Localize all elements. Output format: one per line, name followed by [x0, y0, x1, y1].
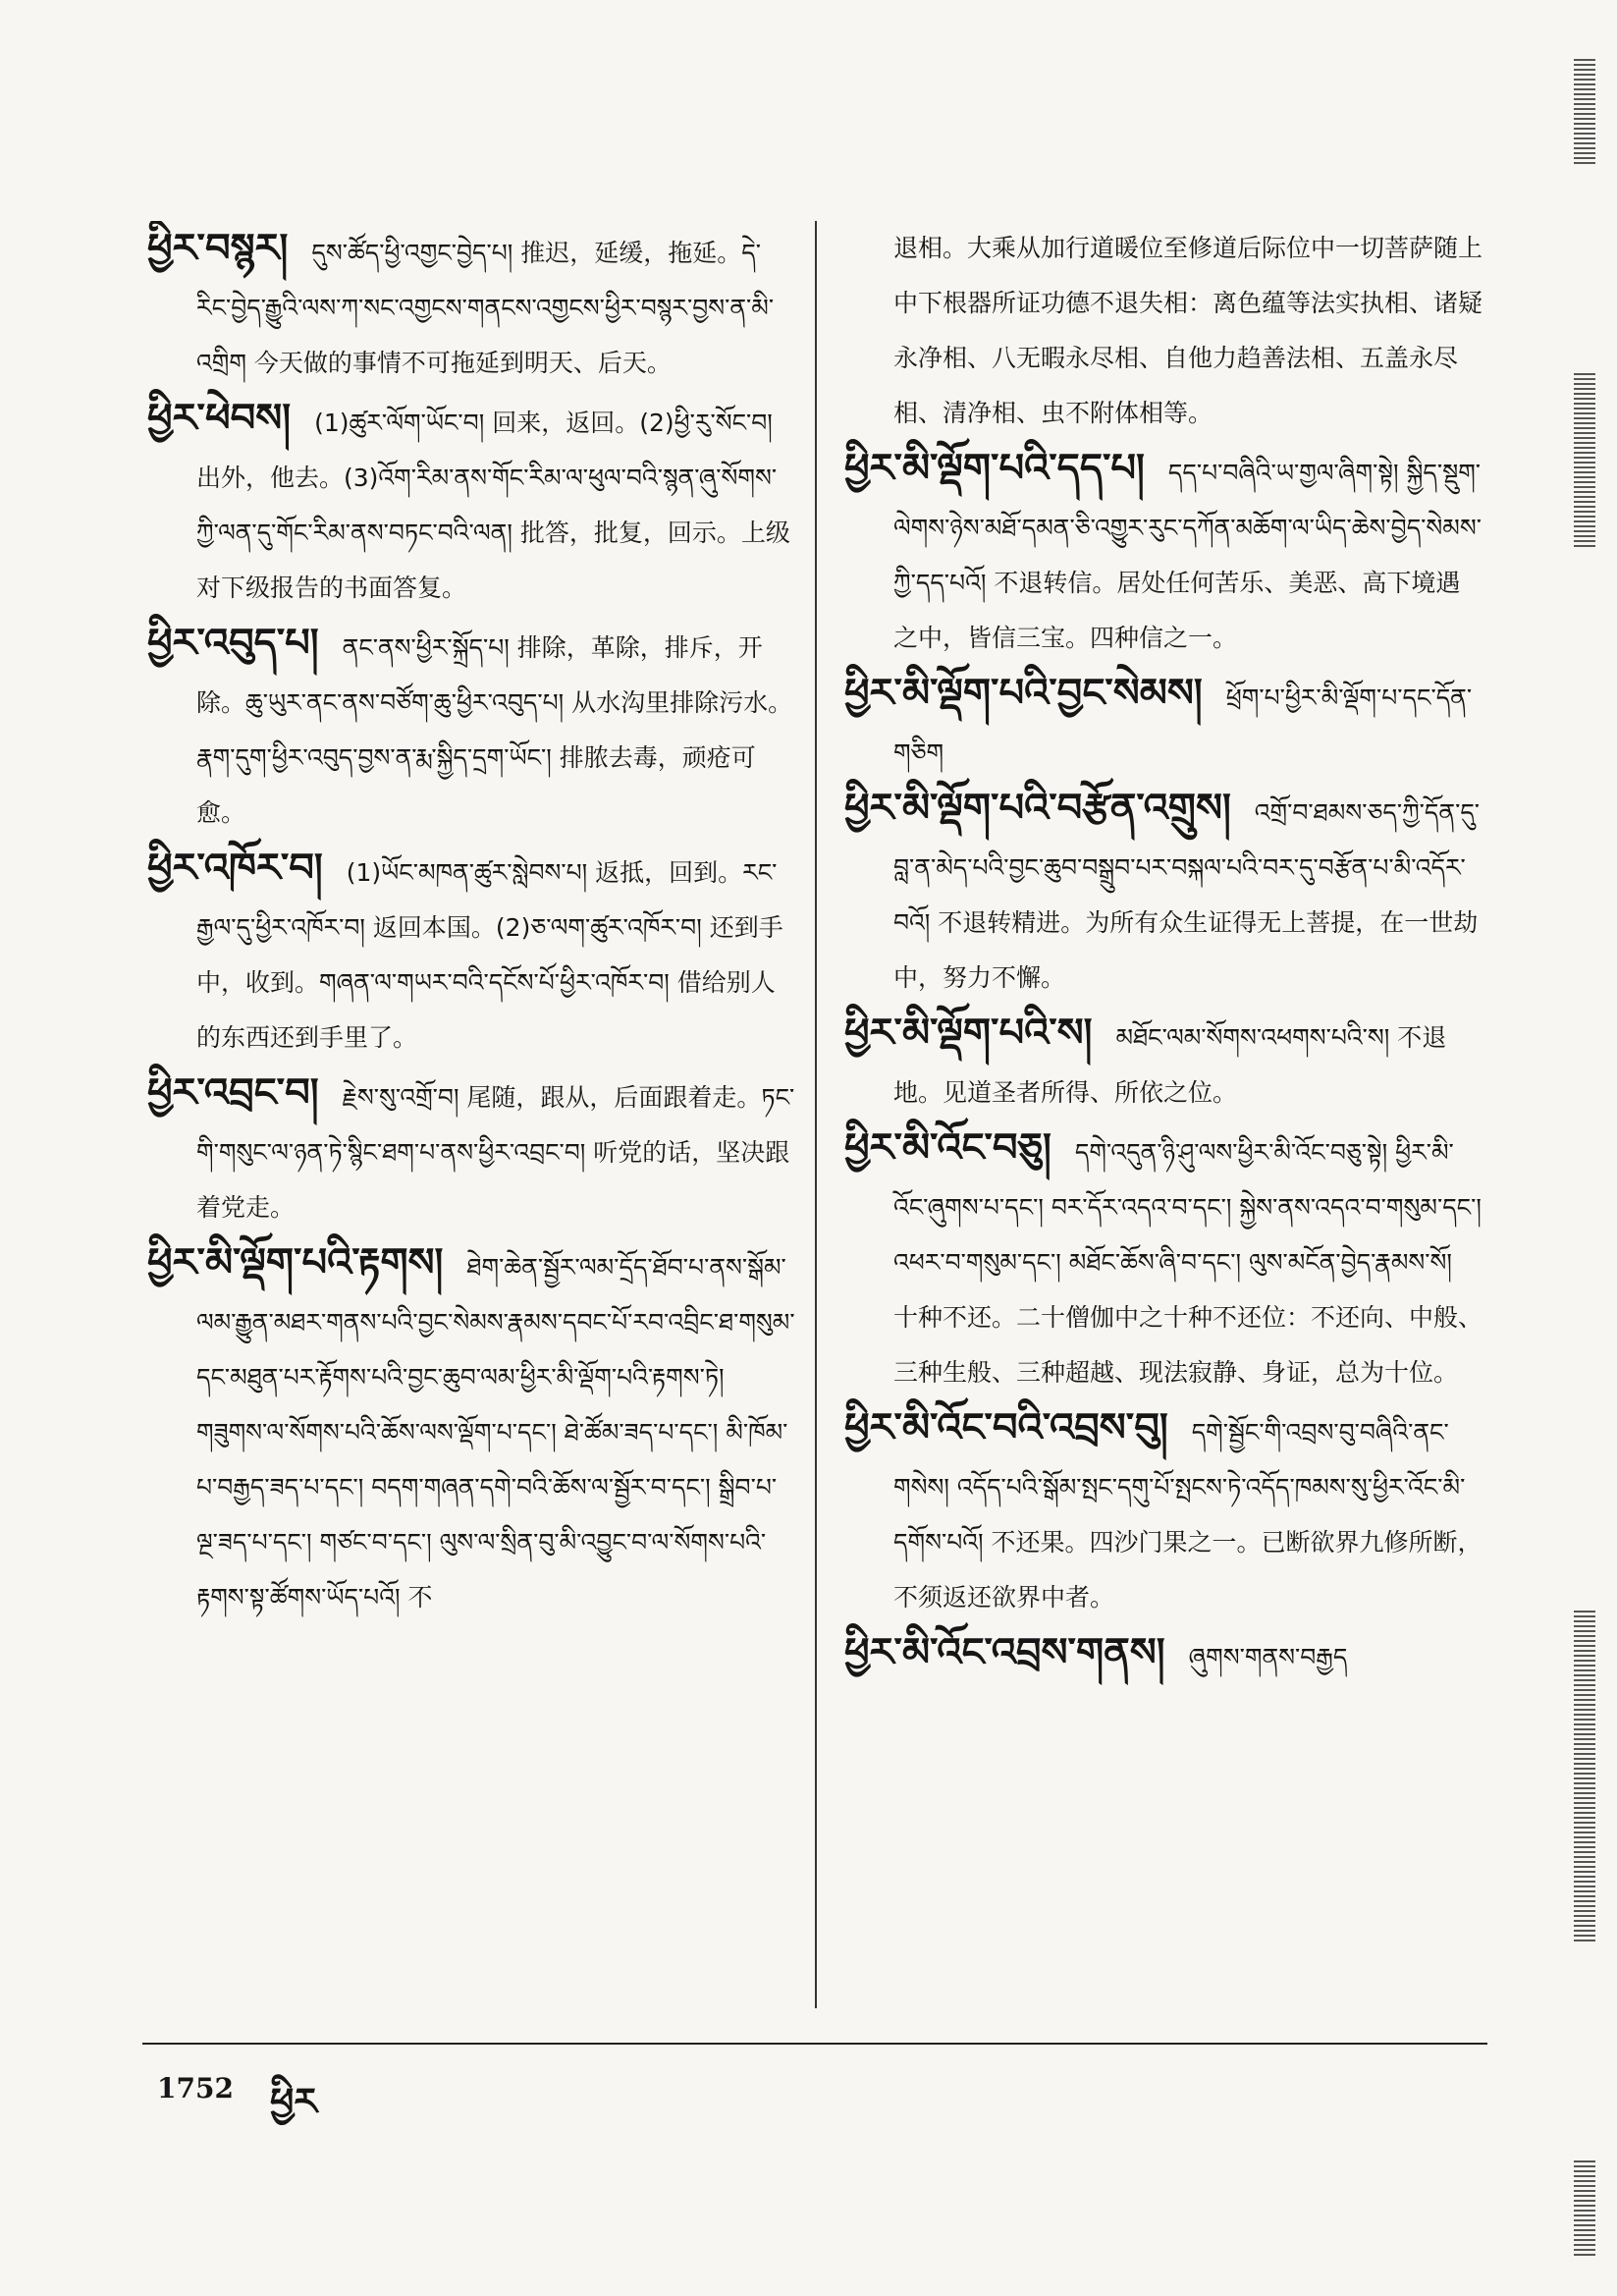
footer-rule: [142, 2043, 1487, 2045]
dictionary-entry: [844, 441, 1482, 666]
dictionary-entry: [844, 666, 1482, 781]
headword: ཕྱིར་འབྲང་བ།: [147, 1070, 319, 1116]
headword: ཕྱིར་མི་འོང་འབྲས་གནས།: [844, 1630, 1165, 1675]
headword: ཕྱིར་མི་ལྡོག་པའི་དད་པ།: [844, 446, 1145, 491]
scan-edge-mark: [1574, 373, 1595, 550]
dictionary-entry: [147, 391, 795, 616]
left-column: [147, 221, 795, 2008]
headword: ཕྱིར་མི་ལྡོག་པའི་བྱང་སེམས།: [844, 671, 1203, 716]
dictionary-entry: [147, 221, 795, 391]
definition: ནང་ནས་ཕྱིར་སྐྲོད་པ། 排除，革除，排斥，开除。ཆུ་ཡུར་ནང་ནས་བཙོག་ཆུ་ཕྱིར་འབུད་པ། 从水沟里排除污水。རྣག་དུག་ཕྱིར་འབུད་བྱས་ན་རྨ་སྐྱིད་དྲག་ཡོང་། 排脓去毒，顽疮可愈。: [196, 633, 793, 827]
definition: ཕྲོག་པ་ཕྱིར་མི་ལྡོག་པ་དང་དོན་གཅིག: [893, 683, 1473, 767]
headword: ཕྱིར་འཁོར་བ།: [147, 846, 323, 891]
dictionary-entry: [844, 1400, 1482, 1625]
definition: དགེ་འདུན་ཉི་ཤུ་ལས་ཕྱིར་མི་འོང་བཅུ་སྟེ། ཕྱིར་མི་འོང་ཞུགས་པ་དང་། བར་དོར་འདའ་བ་དང་། སྐྱེས་ནས་འདའ་བ་གསུམ་དང་། འཕར་བ་གསུམ་དང་། མཐོང་ཆོས་ཞི་བ་དང་། ལུས་མངོན་བྱེད་རྣམས་སོ། 十种不还。二十僧伽中之十种不还位：不还向、中般、三种生般、三种超越、现法寂静、身证，总为十位。: [893, 1138, 1482, 1387]
running-head: ཕྱིར: [270, 2080, 318, 2123]
scan-edge-mark: [1574, 2160, 1595, 2259]
dictionary-entry: [147, 1235, 795, 1625]
definition: དུས་ཚོད་ཕྱི་འགྱང་བྱེད་པ། 推迟，延缓，拖延。དེ་རིང་བྱེད་རྒྱུའི་ལས་ཀ་སང་འགྱངས་གནངས་འགྱངས་ཕྱིར་བསྙར་བྱས་ན་མི་འགྲིག 今天做的事情不可拖延到明天、后天。: [196, 239, 775, 377]
dictionary-entry: [147, 616, 795, 841]
scan-edge-mark: [1574, 1611, 1595, 1944]
dictionary-entry: [844, 1006, 1482, 1121]
definition: དགེ་སྦྱོང་གི་འབྲས་བུ་བཞིའི་ནང་གསེས། འདོད་པའི་སྒོམ་སྤང་དགུ་པོ་སྤངས་ཏེ་འདོད་ཁམས་སུ་ཕྱིར་འོང་མི་དགོས་པའོ། 不还果。四沙门果之一。已断欲界九修所断，不须返还欲界中者。: [893, 1418, 1482, 1612]
definition: (1)ཡོང་མཁན་ཚུར་སླེབས་པ། 返抵，回到。རང་རྒྱལ་དུ་ཕྱིར་འཁོར་བ། 返回本国。(2)ཅ་ལག་ཚུར་འཁོར་བ། 还到手中，收到。གཞན་ལ་གཡར་བའི་དངོས་པོ་ཕྱིར་འཁོར་བ། 借给别人的东西还到手里了。: [196, 858, 783, 1052]
dictionary-entry: [147, 841, 795, 1066]
column-divider: [815, 221, 817, 2008]
definition: (1)ཚུར་ལོག་ཡོང་བ། 回来，返回。(2)ཕྱི་རུ་སོང་བ། 出外，他去。(3)འོག་རིམ་ནས་གོང་རིམ་ལ་ཕུལ་བའི་སྙན་ཞུ་སོགས་ཀྱི་ལན་དུ་གོང་རིམ་ནས་བཏང་བའི་ལན། 批答，批复，回示。上级对下级报告的书面答复。: [196, 409, 790, 602]
dictionary-entry: [844, 1121, 1482, 1400]
definition: ཐེག་ཆེན་སྦྱོར་ལམ་དྲོད་ཐོབ་པ་ནས་སྒོམ་ལམ་རྒྱུན་མཐར་གནས་པའི་བྱང་སེམས་རྣམས་དབང་པོ་རབ་འབྲིང་ཐ་གསུམ་དང་མཐུན་པར་རྟོགས་པའི་བྱང་ཆུབ་ལམ་ཕྱིར་མི་ལྡོག་པའི་རྟགས་ཏེ། གཟུགས་ལ་སོགས་པའི་ཆོས་ལས་ལྡོག་པ་དང་། ཐེ་ཚོམ་ཟད་པ་དང་། མི་ཁོམ་པ་བརྒྱད་ཟད་པ་དང་། བདག་གཞན་དགེ་བའི་ཆོས་ལ་སྦྱོར་བ་དང་། སྒྲིབ་པ་ལྔ་ཟད་པ་དང་། གཙང་བ་དང་། ལུས་ལ་སྲིན་བུ་མི་འབྱུང་བ་ལ་སོགས་པའི་རྟགས་སྟ་ཚོགས་ཡོད་པའོ། 不: [196, 1253, 795, 1612]
headword: ཕྱིར་བསྙར།: [147, 226, 289, 271]
right-column: [844, 221, 1482, 2008]
dictionary-entry: [147, 1066, 795, 1235]
headword: ཕྱིར་མི་འོང་བཅུ།: [844, 1125, 1051, 1171]
headword: ཕྱིར་མི་ལྡོག་པའི་རྟགས།: [147, 1240, 444, 1285]
headword: ཕྱིར་འབུད་པ།: [147, 621, 319, 666]
headword: ཕྱིར་མི་འོང་བའི་འབྲས་བུ།: [844, 1405, 1168, 1450]
scan-edge-mark: [1574, 59, 1595, 167]
continued-definition: 退相。大乘从加行道暖位至修道后际位中一切菩萨随上中下根器所证功德不退失相：离色蕴等法实执相、诸疑永净相、八无暇永尽相、自他力趋善法相、五盖永尽相、清净相、虫不附体相等。: [893, 234, 1482, 427]
definition: རྗེས་སུ་འགྲོ་བ། 尾随，跟从，后面跟着走。ཏང་གི་གསུང་ལ་ཉན་ཏེ་སྙིང་ཐག་པ་ནས་ཕྱིར་འབྲང་བ། 听党的话，坚决跟着党走。: [196, 1083, 795, 1222]
headword: ཕྱིར་ཕེབས།: [147, 396, 292, 441]
definition: མཐོང་ལམ་སོགས་འཕགས་པའི་ས། 不退地。见道圣者所得、所依之位。: [893, 1023, 1447, 1107]
definition: འགྲོ་བ་ཐམས་ཅད་ཀྱི་དོན་དུ་བླ་ན་མེད་པའི་བྱང་ཆུབ་བསྒྲུབ་པར་བསྐལ་པའི་བར་དུ་བརྩོན་པ་མི་འདོར་བའོ། 不退转精进。为所有众生证得无上菩提，在一世劫中，努力不懈。: [893, 798, 1481, 992]
headword: ཕྱིར་མི་ལྡོག་པའི་ས།: [844, 1011, 1093, 1056]
definition: ཞུགས་གནས་བརྒྱད: [1188, 1643, 1348, 1671]
headword: ཕྱིར་མི་ལྡོག་པའི་བརྩོན་འགྲུས།: [844, 786, 1231, 831]
dictionary-entry: [844, 781, 1482, 1006]
page-number: 1752: [157, 2072, 234, 2105]
definition: དད་པ་བཞིའི་ཡ་གྱལ་ཞིག་སྟེ། སྐྱིད་སྡུག་ལེགས་ཉེས་མཐོ་དམན་ཅི་འགྱུར་རུང་དཀོན་མཆོག་ལ་ཡིད་ཆེས་བྱེད་སེམས་ཀྱི་དད་པའོ། 不退转信。居处任何苦乐、美恶、高下境遇之中，皆信三宝。四种信之一。: [893, 459, 1482, 652]
dictionary-entry: [844, 1625, 1482, 1685]
